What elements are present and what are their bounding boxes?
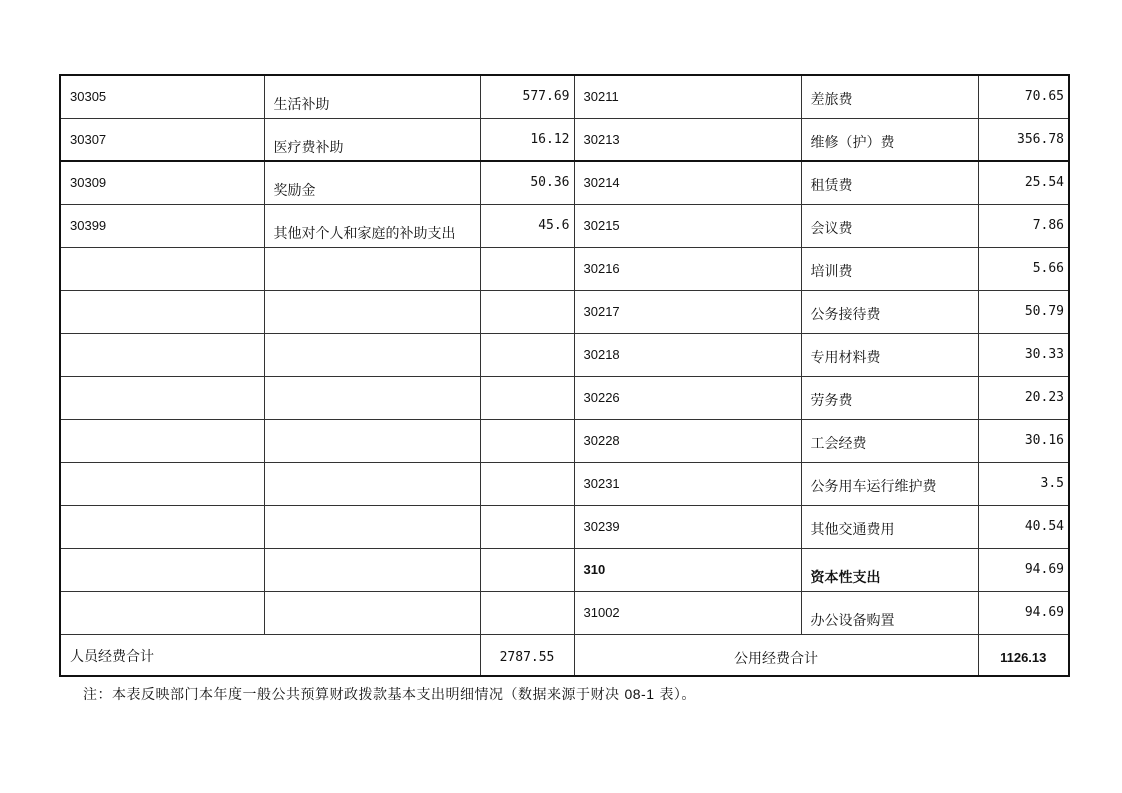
right-name-cell: 专用材料费	[801, 333, 978, 376]
left-amount-cell: 577.69	[480, 75, 574, 118]
table-row	[60, 161, 1069, 204]
right-name-cell: 公务用车运行维护费	[801, 462, 978, 505]
personnel-total-value: 2787.55	[480, 634, 574, 676]
left-name-cell	[264, 247, 480, 290]
left-name-cell	[264, 376, 480, 419]
left-name-cell	[264, 591, 480, 634]
right-amount-cell: 70.65	[978, 75, 1069, 118]
table-row	[60, 419, 1069, 462]
public-total-label: 公用经费合计	[574, 634, 978, 676]
left-name-cell: 奖励金	[264, 161, 480, 204]
left-amount-cell: 16.12	[480, 118, 574, 161]
right-code-cell: 30231	[574, 462, 801, 505]
table-row	[60, 290, 1069, 333]
left-amount-cell	[480, 376, 574, 419]
left-code-cell	[60, 419, 264, 462]
left-amount-cell	[480, 462, 574, 505]
right-code-cell: 30214	[574, 161, 801, 204]
right-amount-cell: 40.54	[978, 505, 1069, 548]
table-row	[60, 376, 1069, 419]
left-amount-cell: 45.6	[480, 204, 574, 247]
right-name-cell: 差旅费	[801, 75, 978, 118]
left-amount-cell	[480, 505, 574, 548]
table-row	[60, 118, 1069, 161]
left-code-cell	[60, 247, 264, 290]
footnote-text: 注：本表反映部门本年度一般公共预算财政拨款基本支出明细情况（数据来源于财决	[83, 687, 620, 703]
left-amount-cell	[480, 548, 574, 591]
right-amount-cell: 50.79	[978, 290, 1069, 333]
right-code-cell: 30213	[574, 118, 801, 161]
right-amount-cell: 356.78	[978, 118, 1069, 161]
right-amount-cell: 94.69	[978, 548, 1069, 591]
right-code-cell: 30228	[574, 419, 801, 462]
right-name-cell: 其他交通费用	[801, 505, 978, 548]
left-code-cell	[60, 376, 264, 419]
table-row	[60, 204, 1069, 247]
right-amount-cell: 7.86	[978, 204, 1069, 247]
right-code-cell: 30226	[574, 376, 801, 419]
left-code-cell: 30399	[60, 204, 264, 247]
left-name-cell	[264, 419, 480, 462]
left-amount-cell	[480, 333, 574, 376]
left-code-cell: 30305	[60, 75, 264, 118]
right-amount-cell: 94.69	[978, 591, 1069, 634]
table-row	[60, 247, 1069, 290]
right-amount-cell: 3.5	[978, 462, 1069, 505]
left-code-cell: 30309	[60, 161, 264, 204]
footnote-text-end: 表）。	[659, 687, 696, 703]
left-name-cell	[264, 548, 480, 591]
left-name-cell	[264, 505, 480, 548]
expenditure-detail-table	[59, 74, 1070, 677]
table-row	[60, 591, 1069, 634]
right-name-cell: 工会经费	[801, 419, 978, 462]
totals-row	[60, 634, 1069, 676]
right-name-cell: 公务接待费	[801, 290, 978, 333]
left-amount-cell	[480, 290, 574, 333]
footnote-table-number: 08-1	[624, 686, 655, 702]
left-name-cell: 生活补助	[264, 75, 480, 118]
right-code-cell: 30215	[574, 204, 801, 247]
right-name-cell: 租赁费	[801, 161, 978, 204]
left-code-cell	[60, 333, 264, 376]
right-name-cell: 资本性支出	[801, 548, 978, 591]
left-code-cell	[60, 548, 264, 591]
left-name-cell	[264, 333, 480, 376]
right-name-cell: 劳务费	[801, 376, 978, 419]
table-row	[60, 75, 1069, 118]
left-code-cell	[60, 462, 264, 505]
left-amount-cell	[480, 419, 574, 462]
right-name-cell: 会议费	[801, 204, 978, 247]
left-code-cell	[60, 591, 264, 634]
table-row	[60, 462, 1069, 505]
right-code-cell: 30216	[574, 247, 801, 290]
right-code-cell: 30217	[574, 290, 801, 333]
left-name-cell	[264, 462, 480, 505]
left-name-cell: 其他对个人和家庭的补助支出	[264, 204, 480, 247]
right-code-cell: 30218	[574, 333, 801, 376]
public-total-value: 1126.13	[978, 634, 1069, 676]
left-code-cell	[60, 505, 264, 548]
left-amount-cell: 50.36	[480, 161, 574, 204]
left-code-cell	[60, 290, 264, 333]
right-amount-cell: 30.33	[978, 333, 1069, 376]
right-amount-cell: 5.66	[978, 247, 1069, 290]
right-amount-cell: 20.23	[978, 376, 1069, 419]
left-code-cell: 30307	[60, 118, 264, 161]
right-code-cell: 30211	[574, 75, 801, 118]
right-code-cell: 30239	[574, 505, 801, 548]
left-name-cell: 医疗费补助	[264, 118, 480, 161]
table-row	[60, 548, 1069, 591]
personnel-total-label: 人员经费合计	[60, 634, 480, 676]
right-amount-cell: 30.16	[978, 419, 1069, 462]
right-name-cell: 维修（护）费	[801, 118, 978, 161]
right-name-cell: 培训费	[801, 247, 978, 290]
right-amount-cell: 25.54	[978, 161, 1069, 204]
table-row	[60, 505, 1069, 548]
table-row	[60, 333, 1069, 376]
right-name-cell: 办公设备购置	[801, 591, 978, 634]
left-name-cell	[264, 290, 480, 333]
table-footnote	[83, 684, 696, 704]
left-amount-cell	[480, 591, 574, 634]
right-code-cell: 310	[574, 548, 801, 591]
right-code-cell: 31002	[574, 591, 801, 634]
left-amount-cell	[480, 247, 574, 290]
